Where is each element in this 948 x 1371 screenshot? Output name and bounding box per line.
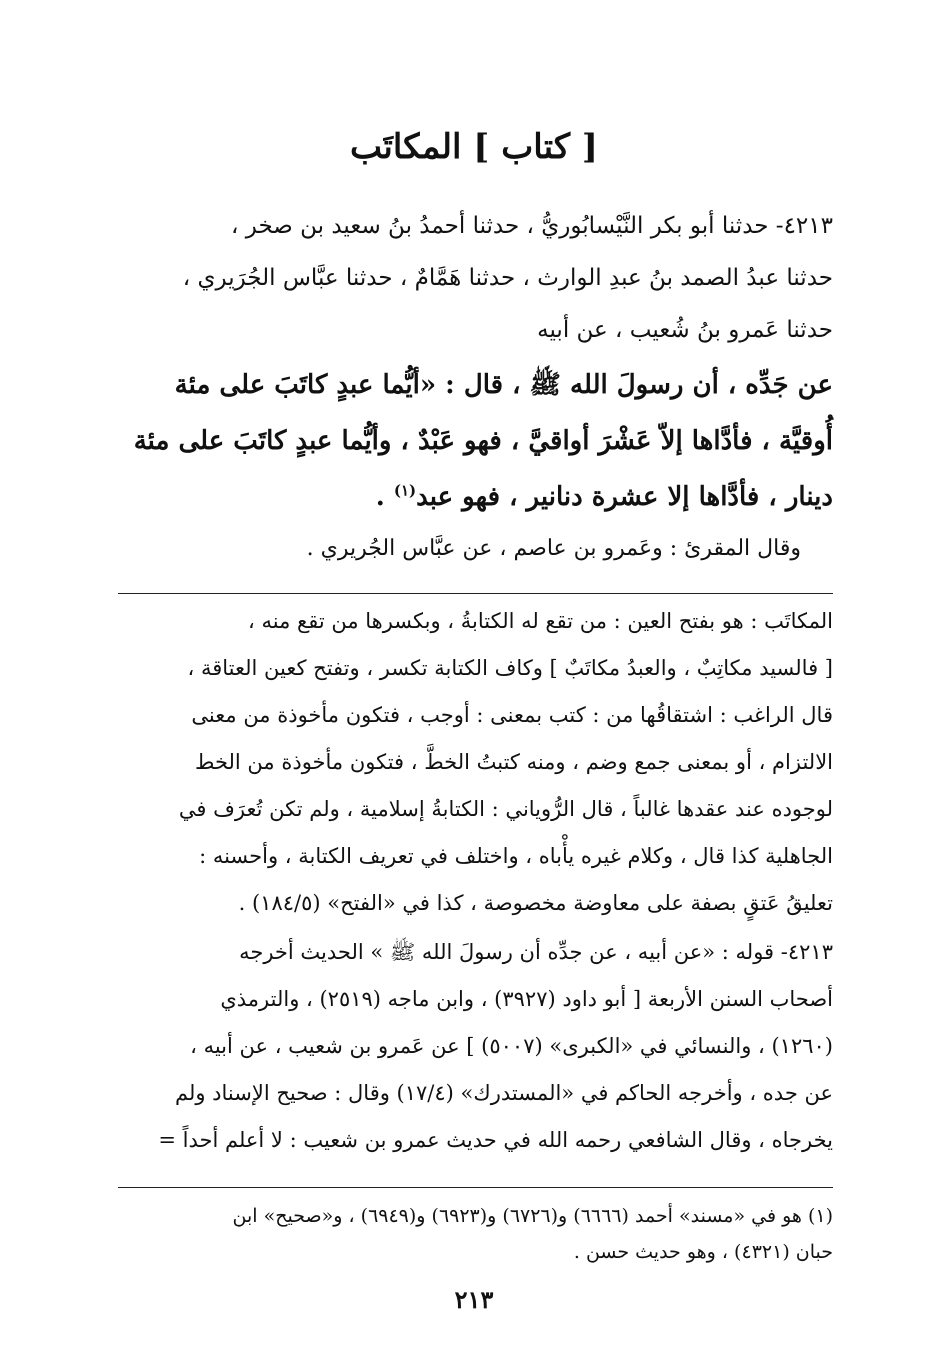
isnad-line-3: حدثنا عَمرو بنُ شُعيب ، عن أبيه [537,317,833,343]
commentary-line: الجاهلية كذا قال ، وكلام غيره يأْباه ، واختلف في تعريف الكتابة ، وأحسنه : [199,844,833,868]
commentary-line: يخرجاه ، وقال الشافعي رحمه الله في حديث عمرو بن شعيب : لا أعلم أحداً = [158,1128,833,1152]
footnotes [113,1198,833,1270]
commentary-line: [ فالسيد مكاتِبٌ ، والعبدُ مكاتَبٌ ] وكاف الكتابة تكسر ، وتفتح كعين العتاقة ، [187,656,833,680]
footnote-divider [118,1187,833,1188]
commentary-line: أصحاب السنن الأربعة [ أبو داود (٣٩٢٧) ، وابن ماجه (٢٥١٩) ، والترمذي [220,987,833,1011]
commentary-divider [118,593,833,594]
footnote-marker: (١) [393,481,417,500]
commentary-line: قال الراغب : اشتقاقُها من : كتب بمعنى : أوجب ، فتكون مأخوذة من معنى [191,703,833,727]
matn-line-3-text: دينار ، فأدَّاها إلا عشرة دنانير ، فهو عبد [416,482,833,512]
chapter-title: [ كتاب ] المكاتَب [350,127,598,167]
isnad-line-2: حدثنا عبدُ الصمد بنُ عبدِ الوارث ، حدثنا هَمَّامٌ ، حدثنا عبَّاس الجُرَيري ، [182,265,833,291]
hadith-isnad [113,200,833,356]
matn-line-3-tail: . [375,482,394,512]
hadith-matn [113,357,833,525]
commentary-line: تعليقُ عَتقٍ بصفة على معاوضة مخصوصة ، كذا في «الفتح» (١٨٤/٥) . [238,891,833,915]
matn-line-2: أُوقيَّة ، فأدَّاها إلاّ عَشْرَ أواقيَّ ، فهو عَبْدٌ ، وأيُّما عبدٍ كاتَبَ على مئة [133,426,833,456]
commentary-line: المكاتَب : هو بفتح العين : من تقع له الكتابةُ ، وبكسرها من تقع منه ، [248,609,833,633]
narration-note: وقال المقرئ : وعَمرو بن عاصم ، عن عبَّاس الجُريري . [306,536,801,561]
matn-line-1: عن جَدِّه ، أن رسولَ الله ﷺ ، قال : «أيُّما عبدٍ كاتَبَ على مئة [174,370,833,400]
commentary-line: ٤٢١٣- قوله : «عن أبيه ، عن جدِّه أن رسولَ الله ﷺ » الحديث أخرجه [239,940,833,964]
footnote-line-1: (١) هو في «مسند» أحمد (٦٦٦٦) و(٦٧٢٦) و(٦٩٢٣) و(٦٩٤٩) ، و«صحيح» ابن [232,1205,833,1227]
matn-line-3 [113,469,833,525]
commentary [113,598,833,1164]
commentary-line: الالتزام ، أو بمعنى جمع وضم ، ومنه كتبتُ الخطَّ ، فتكون مأخوذة من الخط [195,750,833,774]
isnad-line-1: ٤٢١٣- حدثنا أبو بكر النَّيْسابُوريُّ ، حدثنا أحمدُ بنُ سعيد بن صخر ، [231,213,833,239]
footnote-line-2: حبان (٤٣٢١) ، وهو حديث حسن . [573,1241,833,1263]
commentary-line: عن جده ، وأخرجه الحاكم في «المستدرك» (١٧/٤) وقال : صحيح الإسناد ولم [174,1081,833,1105]
page-number: ٢١٣ [454,1285,494,1314]
commentary-line: لوجوده عند عقدها غالباً ، قال الرُّوياني : الكتابةُ إسلامية ، ولم تكن تُعرَف في [178,797,833,821]
commentary-line: (١٢٦٠) ، والنسائي في «الكبرى» (٥٠٠٧) ] عن عَمرو بن شعيب ، عن أبيه ، [190,1034,833,1058]
